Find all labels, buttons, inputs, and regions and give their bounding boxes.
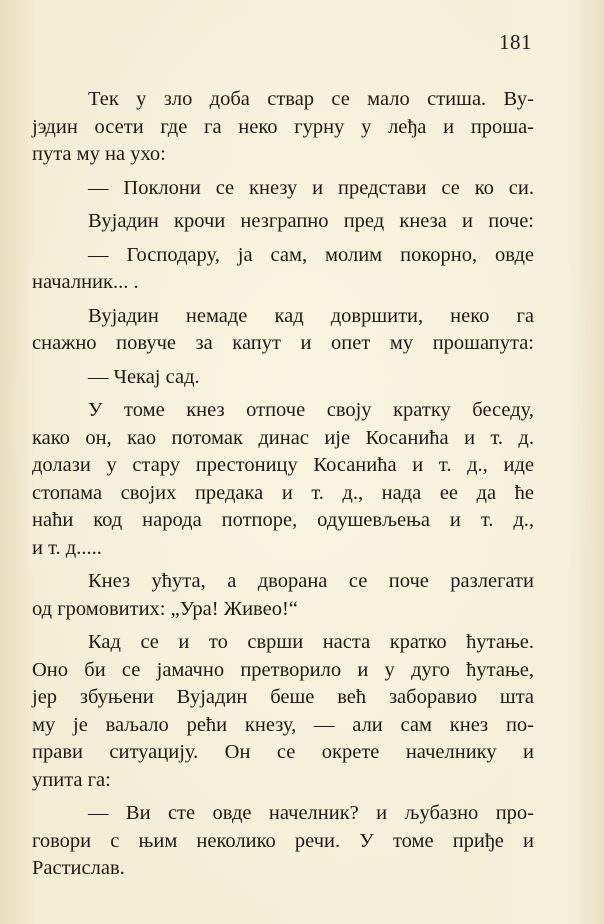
text-line: јэдин осети где га неко гурну у леђа и проша- — [32, 115, 534, 138]
text-line: Растислав. — [32, 857, 125, 879]
text-line: јер збуњени Вујадин беше већ заборавио шта — [32, 686, 534, 708]
text-line: како он, као потомак динас иje Косанића и т. д. — [32, 426, 534, 449]
page-number: 181 — [499, 30, 532, 54]
text-line: Кнез ућута, а дворана се поче разлегати — [88, 570, 534, 592]
text-line: У томе кнез отпоче своју кратку беседу, — [88, 399, 534, 421]
text-line: говори с њим неколико речи. У томе приђе и — [32, 829, 534, 852]
text-line: пута му на ухо: — [32, 143, 166, 165]
text-line: наћи код народа потпоре, одушевљења и т. д., — [32, 509, 534, 531]
text-line: — Поклони се кнезу и представи се ко си. — [88, 176, 534, 199]
text-line: стопама својих предака и т. д., нада ее да ће — [32, 481, 534, 504]
text-line: долази у стару престоницу Косанића и т. д., иде — [32, 454, 534, 476]
text-line: од громовитих: „Ура! Живео!“ — [32, 597, 298, 620]
body-text — [32, 86, 534, 883]
text-line: упита га: — [32, 768, 111, 791]
text-line: Оно би се јамачно претворило и у дуго ћутање, — [32, 658, 534, 681]
text-line: Вујадин немаде кад довршити, неко га — [88, 304, 534, 327]
text-line: снажно повуче за капут и опет му прошапута: — [32, 332, 534, 354]
text-line: началник... . — [32, 271, 139, 293]
text-line: прави ситуацију. Он се окрете начелнику и — [32, 741, 534, 763]
text-line: — Ви сте овде начелник? и љубазно про- — [88, 802, 534, 824]
text-line: и т. д..... — [32, 536, 102, 559]
text-line: Кад се и то сврши наста кратко ћутање. — [88, 631, 534, 653]
text-line: — Чекај сад. — [88, 365, 200, 388]
text-line: Вујадин крочи незграпно пред кнеза и поче: — [88, 210, 534, 232]
text-line: Тек у зло доба ствар се мало стиша. Ву- — [88, 88, 534, 110]
text-line: — Господару, ја сам, молим покорно, овде — [88, 243, 534, 266]
text-line: му је ваљало рећи кнезу, — али сам кнез по- — [32, 713, 534, 736]
